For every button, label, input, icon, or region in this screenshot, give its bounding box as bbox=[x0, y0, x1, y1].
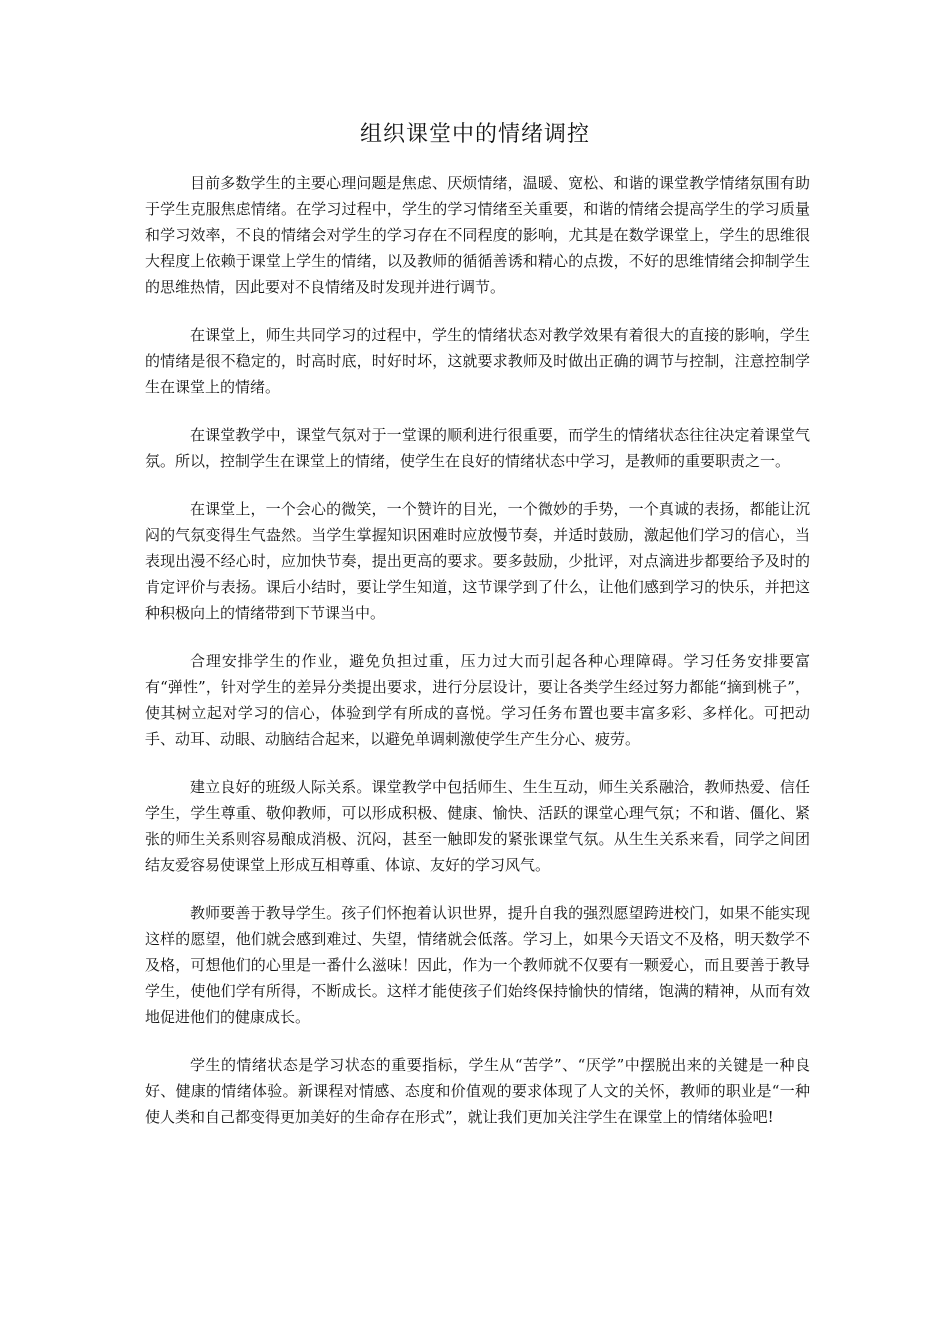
document-title: 组织课堂中的情绪调控 bbox=[359, 122, 590, 147]
document-body bbox=[145, 170, 810, 1152]
paragraph-2: 在课堂上，师生共同学习的过程中，学生的情绪状态对教学效果有着很大的直接的影响，学生的情绪是很不稳定的，时高时底，时好时坏，这就要求教师及时做出正确的调节与控制，注意控制学生在课堂上的情绪。 bbox=[145, 326, 810, 396]
paragraph-8: 学生的情绪状态是学习状态的重要指标，学生从“苦学”、“厌学”中摆脱出来的关键是一种良好、健康的情绪体验。新课程对情感、态度和价值观的要求体现了人文的关怀，教师的职业是“一种使人类和自己都变得更加美好的生命存在形式”，就让我们更加关注学生在课堂上的情绪体验吧! bbox=[145, 1056, 810, 1126]
paragraph-3: 在课堂教学中，课堂气氛对于一堂课的顺利进行很重要，而学生的情绪状态往往决定着课堂气氛。所以，控制学生在课堂上的情绪，使学生在良好的情绪状态中学习，是教师的重要职责之一。 bbox=[145, 426, 810, 470]
paragraph-1: 目前多数学生的主要心理问题是焦虑、厌烦情绪，温暖、宽松、和谐的课堂教学情绪氛围有助于学生克服焦虑情绪。在学习过程中，学生的学习情绪至关重要，和谐的情绪会提高学生的学习质量和学习效率，不良的情绪会对学生的学习存在不同程度的影响，尤其是在数学课堂上，学生的思维很大程度上依赖于课堂上学生的情绪，以及教师的循循善诱和精心的点拨，不好的思维情绪会抑制学生的思维热情，因此要对不良情绪及时发现并进行调节。 bbox=[145, 174, 810, 296]
paragraph-4: 在课堂上，一个会心的微笑，一个赞许的目光，一个微妙的手势，一个真诚的表扬，都能让沉闷的气氛变得生气盎然。当学生掌握知识困难时应放慢节奏，并适时鼓励，激起他们学习的信心，当表现出漫不经心时，应加快节奏，提出更高的要求。要多鼓励，少批评，对点滴进步都要给予及时的肯定评价与表扬。课后小结时，要让学生知道，这节课学到了什么，让他们感到学习的快乐，并把这种积极向上的情绪带到下节课当中。 bbox=[145, 500, 810, 622]
paragraph-5: 合理安排学生的作业，避免负担过重，压力过大而引起各种心理障碍。学习任务安排要富有“弹性”，针对学生的差异分类提出要求，进行分层设计，要让各类学生经过努力都能“摘到桃子”，使其树立起对学习的信心，体验到学有所成的喜悦。学习任务布置也要丰富多彩、多样化。可把动手、动耳、动眼、动脑结合起来，以避免单调刺激使学生产生分心、疲劳。 bbox=[145, 652, 810, 748]
paragraph-7: 教师要善于教导学生。孩子们怀抱着认识世界，提升自我的强烈愿望跨进校门，如果不能实现这样的愿望，他们就会感到难过、失望，情绪就会低落。学习上，如果今天语文不及格，明天数学不及格，可想他们的心里是一番什么滋味！因此，作为一个教师就不仅要有一颗爱心，而且要善于教导学生，使他们学有所得，不断成长。这样才能使孩子们始终保持愉快的情绪，饱满的精神，从而有效地促进他们的健康成长。 bbox=[145, 904, 810, 1026]
paragraph-6: 建立良好的班级人际关系。课堂教学中包括师生、生生互动，师生关系融洽，教师热爱、信任学生，学生尊重、敬仰教师，可以形成积极、健康、愉快、活跃的课堂心理气氛；不和谐、僵化、紧张的师生关系则容易酿成消极、沉闷，甚至一触即发的紧张课堂气氛。从生生关系来看，同学之间团结友爱容易使课堂上形成互相尊重、体谅、友好的学习风气。 bbox=[145, 778, 810, 874]
